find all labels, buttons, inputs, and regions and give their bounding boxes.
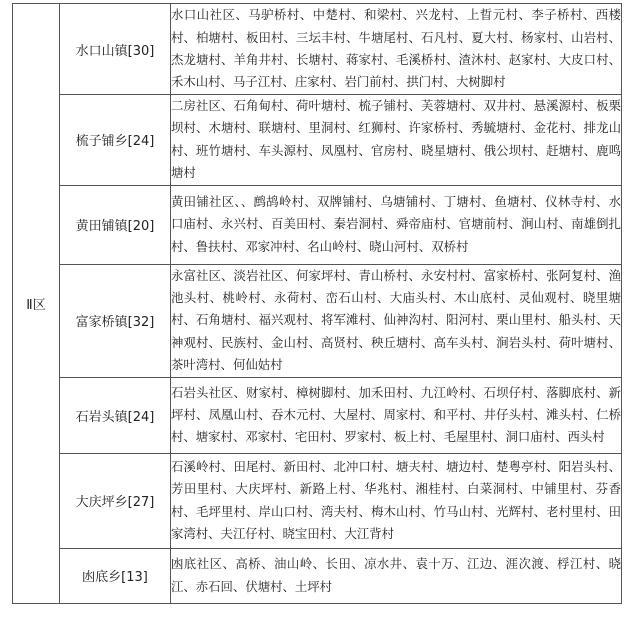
table-row (13, 548, 622, 603)
district-cell: Ⅱ区 (13, 4, 60, 604)
table-row (13, 95, 622, 186)
village-list: 黄田铺社区、、鹧鸪岭村、双牌铺村、乌塘铺村、丁塘村、鱼塘村、仪林寺村、水口庙村、永兴村、百美田村、秦岩洞村、舜帝庙村、官塘前村、涧山村、南雄倒扎村、鲁扶村、邓家冲村、名山岭村、晓山河村、双桥村 (171, 185, 622, 264)
table-row (13, 453, 622, 548)
town-name: 富家桥镇[32] (60, 264, 171, 377)
table-row (13, 185, 622, 264)
village-list: 二房社区、石角甸村、荷叶塘村、梳子铺村、芙蓉塘村、双井村、悬溪源村、板栗坝村、木塘村、联塘村、里洞村、红狮村、许家桥村、秀毓塘村、金花村、排龙山村、班竹塘村、车头源村、凤凰村、官房村、晓星塘村、俄公坝村、赶塘村、鹿鸣塘村 (171, 95, 622, 186)
table-row (13, 4, 622, 95)
village-list: 水口山社区、马驴桥村、中楚村、和梁村、兴龙村、上晢元村、李子桥村、西楼村、柏塘村、板田村、三坛丰村、牛塘尾村、石凡村、夏大村、杨家村、山岩村、杰龙塘村、羊角井村、长塘村、蒋家村、毛溪桥村、渣沐村、赵家村、大皮口村、禾木山村、马子江村、庄家村、岩门前村、拱门村、大树脚村 (171, 4, 622, 95)
table-row (13, 264, 622, 377)
table-row (13, 377, 622, 453)
village-list: 石岩头社区、财家村、樟树脚村、加禾田村、九江岭村、石坝仔村、落脚底村、新坪村、凤凰山村、吞木元村、大屋村、周家村、和平村、井仔头村、滩头村、仁桥村、塘家村、邓家村、宅田村、罗家村、板上村、毛屋里村、洞口庙村、西头村 (171, 377, 622, 453)
town-name: 水口山镇[30] (60, 4, 171, 95)
town-name: 大庆坪乡[27] (60, 453, 171, 548)
region-table (12, 3, 622, 604)
village-list: 凼底社区、高桥、油山岭、长田、凉水井、袁十万、江边、涯次渡、桴江村、晓江、赤石回、伏塘村、土坪村 (171, 548, 622, 603)
town-name: 凼底乡[13] (60, 548, 171, 603)
town-name: 石岩头镇[24] (60, 377, 171, 453)
village-list: 石溪岭村、田尾村、新田村、北冲口村、塘夫村、塘边村、楚粤亭村、阳岩头村、芳田里村、大庆坪村、新路上村、华兆村、湘桂村、白菜洞村、中铺里村、芬香村、毛坪里村、岸山口村、湾夫村、梅木山村、竹马山村、光辉村、老村里村、田家湾村、夫江仔村、晓宝田村、大江背村 (171, 453, 622, 548)
town-name: 梳子铺乡[24] (60, 95, 171, 186)
town-name: 黄田铺镇[20] (60, 185, 171, 264)
village-list: 永富社区、淡岩社区、何家坪村、青山桥村、永安村村、富家桥村、张阿复村、渔池头村、桃岭村、永荷村、峦石山村、大庙头村、木山底村、灵仙观村、晓里塘村、石角塘村、福兴观村、将军滩村、仙神沟村、阳河村、栗山里村、船头村、天神观村、民族村、金山村、高贤村、秧丘塘村、高车头村、涧岩头村、荷叶塘村、茶叶湾村、何仙姑村 (171, 264, 622, 377)
